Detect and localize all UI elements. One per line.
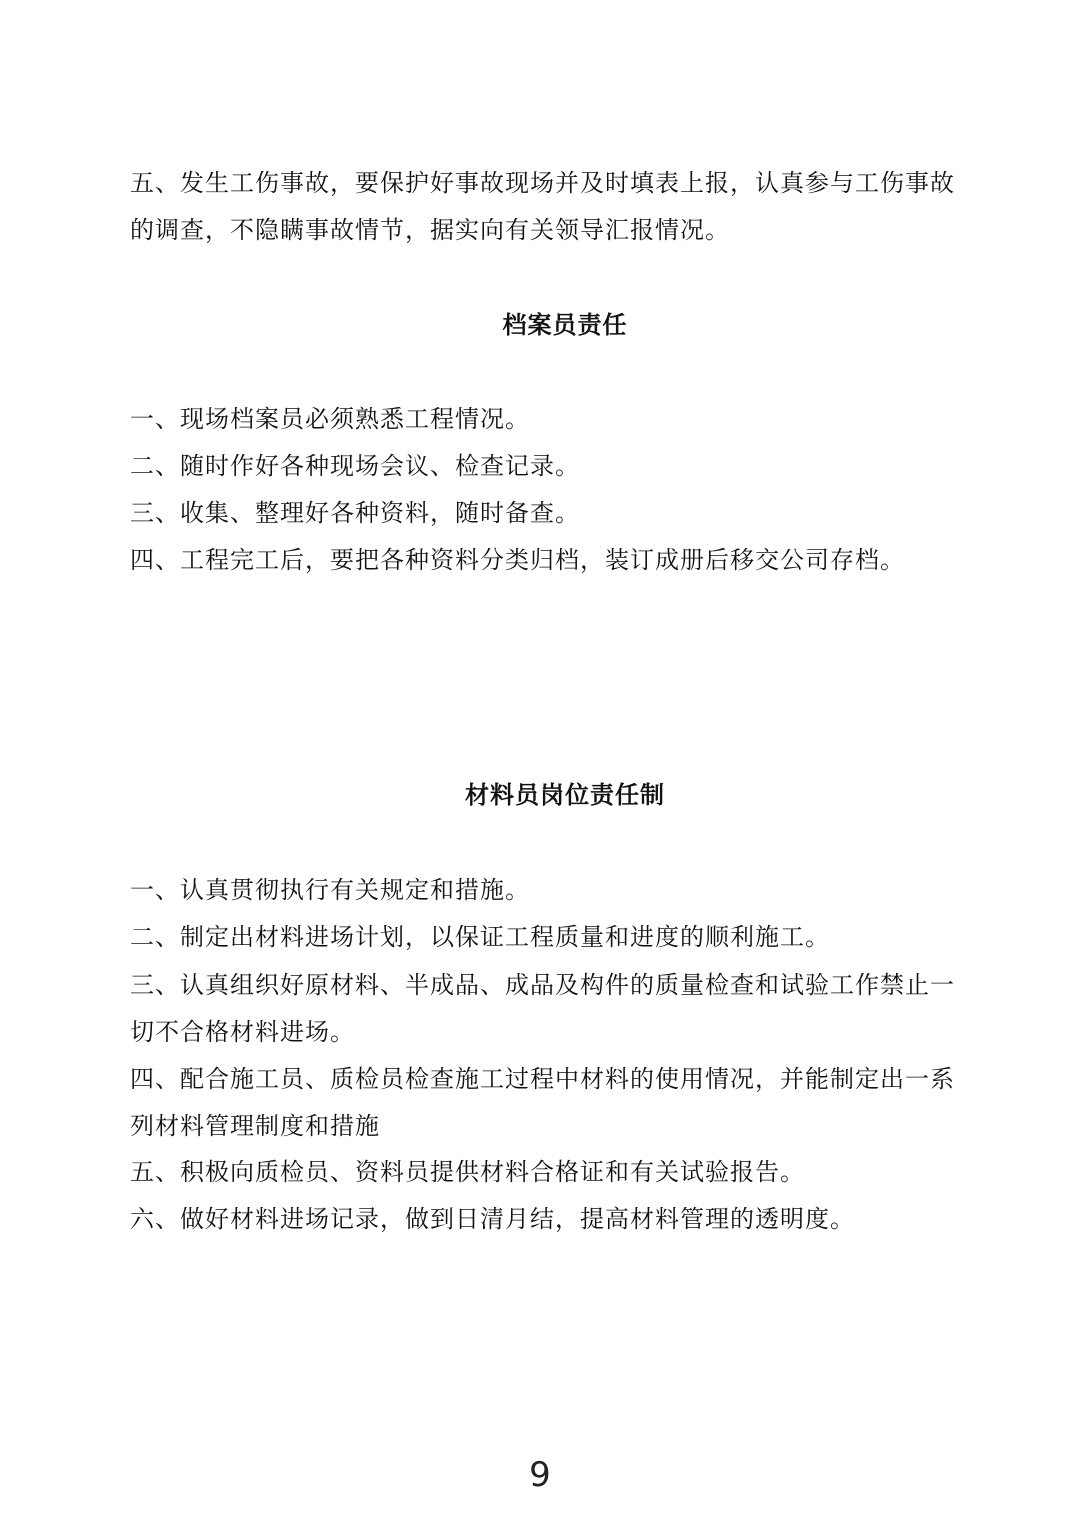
material-item-3: 三、认真组织好原材料、半成品、成品及构件的质量检查和试验工作禁止一切不合格材料进场。 [130,971,955,1046]
previous-section-item-5: 五、发生工伤事故，要保护好事故现场并及时填表上报，认真参与工伤事故的调查，不隐瞒事故情节，据实向有关领导汇报情况。 [130,169,955,244]
archivist-item-4: 四、工程完工后，要把各种资料分类归档，装订成册后移交公司存档。 [130,546,905,574]
material-item-5: 五、积极向质检员、资料员提供材料合格证和有关试验报告。 [130,1158,805,1186]
material-item-4: 四、配合施工员、质检员检查施工过程中材料的使用情况，并能制定出一系列材料管理制度和措施 [130,1065,955,1140]
archivist-heading: 档案员责任 [502,311,628,339]
archivist-item-1: 一、现场档案员必须熟悉工程情况。 [130,405,530,433]
archivist-item-2: 二、随时作好各种现场会议、检查记录。 [130,452,580,480]
material-item-2: 二、制定出材料进场计划，以保证工程质量和进度的顺利施工。 [130,923,830,951]
material-item-6: 六、做好材料进场记录，做到日清月结，提高材料管理的透明度。 [130,1205,855,1233]
material-item-1: 一、认真贯彻执行有关规定和措施。 [130,876,530,904]
page-number: 9 [529,1455,551,1495]
material-heading: 材料员岗位责任制 [465,781,665,809]
archivist-item-3: 三、收集、整理好各种资料，随时备查。 [130,499,580,527]
